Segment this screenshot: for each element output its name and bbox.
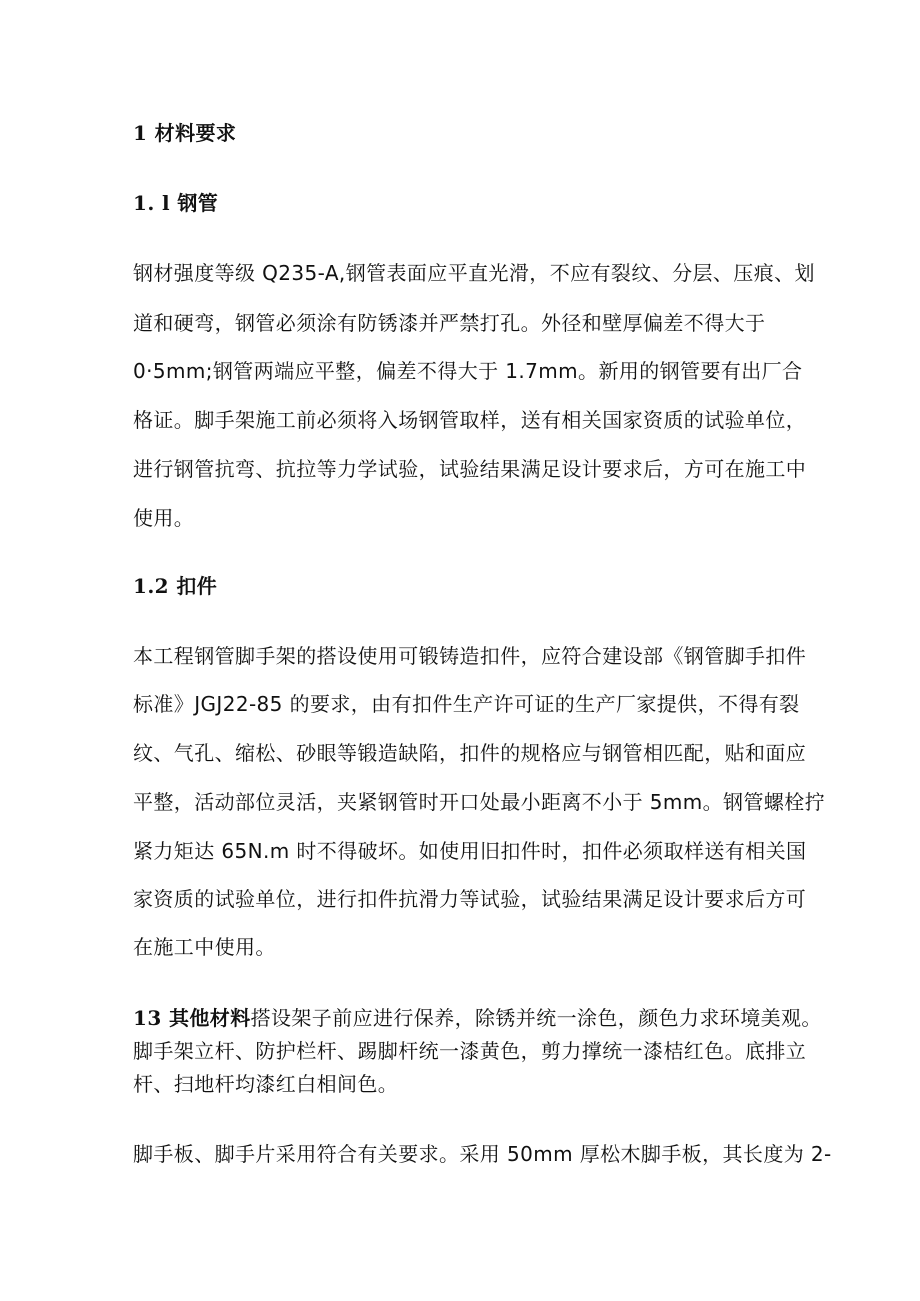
paragraph-line: 使用。 — [133, 506, 195, 530]
paragraph-line: 在施工中使用。 — [133, 935, 276, 959]
paragraph-line: 杆、扫地杆均漆红白相间色。 — [133, 1072, 399, 1096]
paragraph-line: 进行钢管抗弯、抗拉等力学试验，试验结果满足设计要求后，方可在施工中 — [133, 457, 807, 481]
paragraph-line: 钢材强度等级 Q235-A,钢管表面应平直光滑，不应有裂纹、分层、压痕、划 — [133, 261, 815, 285]
paragraph-line: 0·5mm;钢管两端应平整，偏差不得大于 1.7mm。新用的钢管要有出厂合 — [133, 359, 803, 383]
paragraph-line: 平整，活动部位灵活，夹紧钢管时开口处最小距离不小于 5mm。钢管螺栓拧 — [133, 790, 826, 814]
paragraph-line: 道和硬弯，钢管必须涂有防锈漆并严禁打孔。外径和壁厚偏差不得大于 — [133, 311, 766, 335]
section-1-2-heading: 1.2 扣件 — [133, 574, 218, 598]
paragraph-line: 纹、气孔、缩松、砂眼等锻造缺陷，扣件的规格应与钢管相匹配，贴和面应 — [133, 741, 807, 765]
paragraph-line: 脚手板、脚手片采用符合有关要求。采用 50mm 厚松木脚手板，其长度为 2- — [133, 1142, 832, 1166]
section-1-3-first-line — [133, 1003, 822, 1033]
section-1-3-first-line-text: 搭设架子前应进行保养，除锈并统一涂色，颜色力求环境美观。 — [250, 1006, 822, 1030]
paragraph-line: 本工程钢管脚手架的搭设使用可锻铸造扣件，应符合建设部《钢管脚手扣件 — [133, 644, 807, 668]
section-1-3-heading: 13 其他材料 — [133, 1006, 251, 1030]
section-1-1-heading: 1. l 钢管 — [133, 191, 219, 215]
paragraph-line: 格证。脚手架施工前必须将入场钢管取样，送有相关国家资质的试验单位， — [133, 408, 807, 432]
paragraph-line: 家资质的试验单位，进行扣件抗滑力等试验，试验结果满足设计要求后方可 — [133, 887, 807, 911]
paragraph-line: 紧力矩达 65N.m 时不得破坏。如使用旧扣件时，扣件必须取样送有相关国 — [133, 839, 807, 863]
section-1-heading: 1 材料要求 — [133, 121, 237, 145]
paragraph-line: 标准》JGJ22-85 的要求，由有扣件生产许可证的生产厂家提供，不得有裂 — [133, 692, 800, 716]
paragraph-line: 脚手架立杆、防护栏杆、踢脚杆统一漆黄色，剪力撑统一漆桔红色。底排立 — [133, 1039, 807, 1063]
